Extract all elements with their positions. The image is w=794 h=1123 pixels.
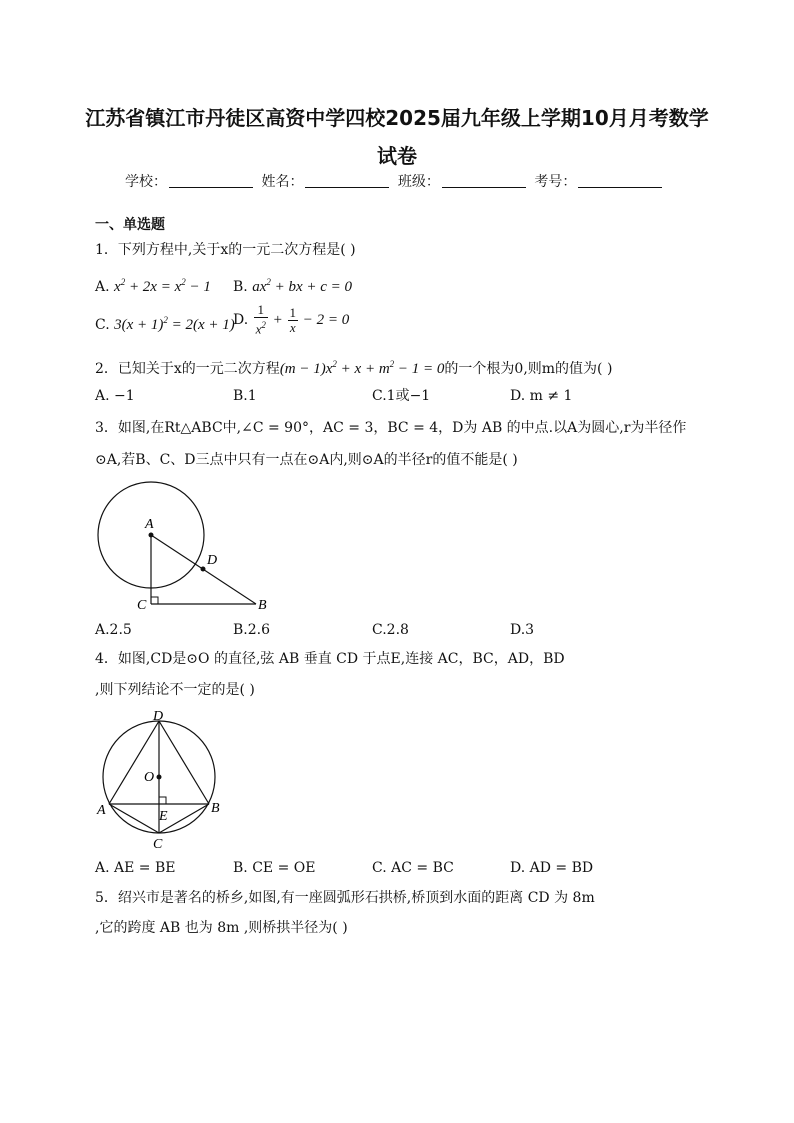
label-b: B	[258, 598, 267, 613]
label-c: C	[153, 837, 163, 851]
q2-option-d: D. m ≠ 1	[510, 388, 573, 404]
point-a	[149, 533, 154, 538]
exam-title-line2: 试卷	[377, 144, 417, 168]
q4-stem-line2: ,则下列结论不一定的是( )	[95, 682, 255, 698]
q3-option-d: D.3	[510, 622, 535, 638]
q4-option-a: A. AE = BE	[95, 860, 176, 876]
q4-option-c: C. AC = BC	[372, 860, 454, 876]
q2-option-c: C.1或−1	[372, 388, 431, 404]
name-label: 姓名：	[261, 174, 304, 190]
exam-title-line1: 江苏省镇江市丹徒区高资中学四校2025届九年级上学期10月月考数学	[85, 106, 709, 130]
q2-option-a: A. −1	[95, 388, 135, 404]
q3-figure	[90, 478, 290, 618]
q1-option-d: D. $\frac{1}{x^2}$ + $\frac{1}{x}$ − 2 = 0	[233, 302, 350, 337]
q3-option-a: A.2.5	[95, 622, 132, 638]
q4-option-b: B. CE = OE	[233, 860, 316, 876]
q5-stem-line1: 5．绍兴市是著名的桥乡,如图,有一座圆弧形石拱桥,桥顶到水面的距离 CD 为 8m	[95, 890, 595, 906]
label-o: O	[144, 770, 155, 785]
q4-option-d: D. AD = BD	[510, 860, 594, 876]
q2-option-b: B.1	[233, 388, 257, 404]
q1-option-b: B. $ax^2$ + bx + c = 0	[233, 277, 353, 295]
label-b: B	[211, 801, 220, 816]
point-o	[157, 775, 162, 780]
q1-stem: 1．下列方程中,关于x的一元二次方程是( )	[95, 242, 356, 258]
school-blank	[169, 173, 253, 188]
class-blank	[442, 173, 526, 188]
q3-option-b: B.2.6	[233, 622, 271, 638]
class-label: 班级：	[397, 174, 440, 190]
q1-option-a: A. $x^2 + 2x = x^2 - 1$	[95, 277, 211, 295]
q2-stem: 2．已知关于x的一元二次方程$(m - 1)x^2 + x + m^2 - 1 = 0$的一个根为0,则m的值为( )	[95, 359, 613, 377]
school-label: 学校：	[125, 174, 167, 190]
point-d	[201, 567, 206, 572]
label-a: A	[97, 803, 106, 818]
segment-ad	[109, 721, 159, 804]
label-e: E	[159, 809, 168, 824]
q5-stem-line2: ,它的跨度 AB 也为 8m ,则桥拱半径为( )	[95, 920, 348, 936]
number-label: 考号：	[534, 174, 577, 190]
label-d: D	[207, 553, 218, 568]
q3-option-c: C.2.8	[372, 622, 409, 638]
student-info-row	[125, 171, 666, 191]
segment-bd	[159, 721, 209, 804]
q4-figure	[90, 706, 230, 851]
right-angle-mark	[151, 597, 158, 604]
q3-stem-line1: 3．如图,在Rt△ABC中,∠C = 90°，AC = 3，BC = 4，D为 AB 的中点.以A为圆心,r为半径作	[95, 420, 687, 436]
q3-stem-line2: ⊙A,若B、C、D三点中只有一点在⊙A内,则⊙A的半径r的值不能是( )	[95, 452, 518, 468]
number-blank	[578, 173, 662, 188]
label-d: D	[153, 709, 164, 724]
label-a: A	[145, 517, 154, 532]
label-c: C	[137, 598, 147, 613]
right-angle-mark	[159, 797, 166, 804]
q1-option-c: C. $3(x + 1)^2 = 2(x + 1)$	[95, 315, 235, 333]
q4-stem-line1: 4．如图,CD是⊙O 的直径,弦 AB 垂直 CD 于点E,连接 AC，BC，AD，BD	[95, 651, 565, 667]
section-heading: 一、单选题	[95, 217, 165, 233]
segment-ac	[109, 804, 159, 833]
name-blank	[305, 173, 389, 188]
